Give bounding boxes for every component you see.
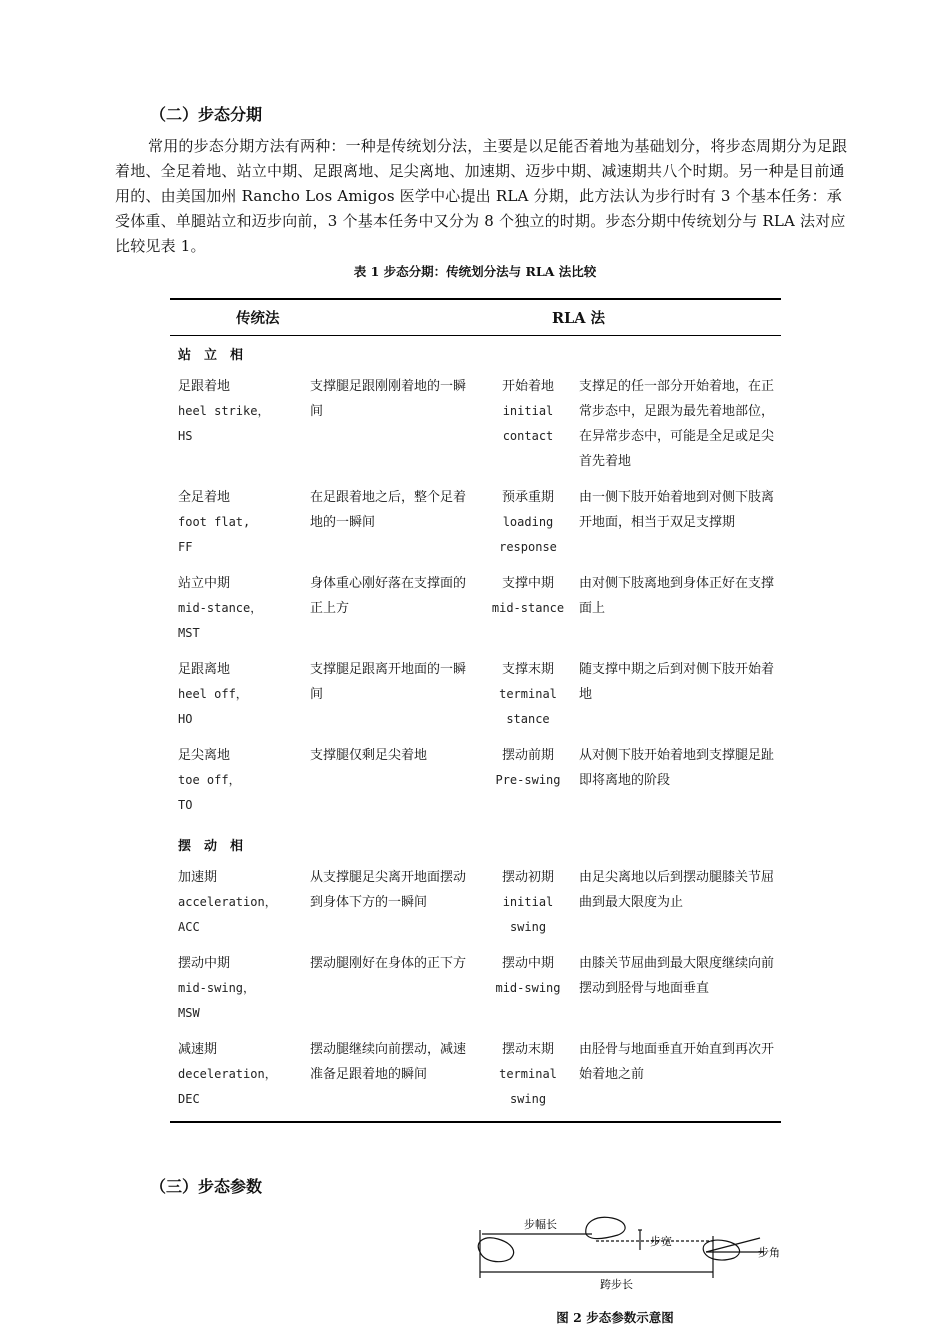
rla-description: 随支撑中期之后到对侧下肢开始着地 <box>579 662 775 702</box>
rla-phase-zh: 摆动中期 <box>501 956 554 971</box>
phase-abbr: ACC <box>178 920 200 934</box>
table-row <box>170 483 781 569</box>
table-section-label: 站 立 相 <box>178 348 244 363</box>
table-head-traditional: 传统法 <box>170 299 482 336</box>
rla-phase-en: mid-swing <box>495 981 561 995</box>
label-step-width: 步宽 <box>650 1235 672 1248</box>
phase-description: 支撑腿仅剩足尖着地 <box>310 748 428 763</box>
phase-name-en: heel off， <box>178 687 248 701</box>
table-row <box>170 741 781 827</box>
rla-phase-en-2: swing <box>509 1092 547 1106</box>
phase-description: 在足跟着地之后，整个足着地的一瞬间 <box>310 490 467 530</box>
phase-abbr: HS <box>178 429 193 443</box>
gait-parameter-figure <box>468 1208 788 1298</box>
phase-name-zh: 加速期 <box>178 870 218 885</box>
phase-name-en: deceleration， <box>178 1067 277 1081</box>
rla-description: 由胫骨与地面垂直开始直到再次开始着地之前 <box>579 1042 775 1082</box>
rla-phase-zh: 支撑末期 <box>501 662 554 677</box>
table-row <box>170 1035 781 1122</box>
rla-phase-zh: 开始着地 <box>501 379 554 394</box>
label-stride-length: 跨步长 <box>600 1278 633 1291</box>
rla-phase-en: mid-stance <box>491 601 565 615</box>
rla-phase-en: initial <box>502 404 554 418</box>
table-section-label: 摆 动 相 <box>178 839 244 854</box>
phase-name-en: mid-swing， <box>178 981 256 995</box>
rla-phase-en-2: response <box>499 540 557 554</box>
phase-description: 摆动腿刚好在身体的正下方 <box>310 956 467 971</box>
rla-description: 由足尖离地以后到摆动腿膝关节屈曲到最大限度为止 <box>579 870 775 910</box>
table-row <box>170 655 781 741</box>
phase-name-en: acceleration， <box>178 895 277 909</box>
rla-phase-en-2: contact <box>502 429 554 443</box>
rla-phase-en-2: swing <box>509 920 547 934</box>
phase-name-zh: 足跟离地 <box>178 662 231 677</box>
phase-name-zh: 减速期 <box>178 1042 218 1057</box>
rla-description: 由一侧下肢开始着地到对侧下肢离开地面，相当于双足支撑期 <box>579 490 775 530</box>
phase-name-en: foot flat, <box>178 515 251 529</box>
phase-abbr: HO <box>178 712 193 726</box>
rla-phase-zh: 支撑中期 <box>501 576 554 591</box>
phase-description: 摆动腿继续向前摆动，减速准备足跟着地的瞬间 <box>310 1042 467 1082</box>
gait-phase-table <box>170 298 781 1123</box>
phase-abbr: FF <box>178 540 193 554</box>
phase-abbr: MSW <box>178 1006 200 1020</box>
figure-caption: 图 2 步态参数示意图 <box>556 1310 674 1325</box>
phase-name-zh: 足跟着地 <box>178 379 231 394</box>
section-heading-gait-parameters: （三）步态参数 <box>150 1177 263 1196</box>
rla-phase-en: loading <box>502 515 554 529</box>
footprint-left <box>478 1238 513 1262</box>
table-row <box>170 949 781 1035</box>
phase-abbr: DEC <box>178 1092 200 1106</box>
label-foot-angle: 步角 <box>758 1246 780 1259</box>
rla-phase-en: terminal <box>499 1067 557 1081</box>
rla-description: 由膝关节屈曲到最大限度继续向前摆动到胫骨与地面垂直 <box>579 956 775 996</box>
body-paragraph: 常用的步态分期方法有两种：一种是传统划分法，主要是以足能否着地为基础划分，将步态周期分为足跟着地、全足着地、站立中期、足跟离地、足尖离地、加速期、迈步中期、减速期共八个时期。另一种是目前通用的、由美国加州 Rancho Los Amigos 医学中心提出 RLA 分期，此方法认为步行时有 3 个基本任务：承受体重、单腿站立和迈步向前，3 个基本任务中又分为 8 个独立的时期。步态分期中传统划分与 RLA 法对应比较见表 1。 <box>115 137 848 255</box>
rla-phase-en-2: stance <box>506 712 550 726</box>
phase-abbr: TO <box>178 798 193 812</box>
table-row <box>170 372 781 483</box>
rla-phase-zh: 摆动末期 <box>501 1042 554 1057</box>
rla-phase-en: initial <box>502 895 554 909</box>
label-step-length: 步幅长 <box>524 1218 557 1231</box>
table-caption: 表 1 步态分期：传统划分法与 RLA 法比较 <box>353 264 597 279</box>
footprint-middle <box>586 1217 625 1238</box>
phase-description: 身体重心刚好落在支撑面的正上方 <box>310 576 467 616</box>
phase-name-zh: 足尖离地 <box>178 748 231 763</box>
rla-description: 从对侧下肢开始着地到支撑腿足趾即将离地的阶段 <box>579 748 775 788</box>
rla-description: 支撑足的任一部分开始着地，在正常步态中，足跟为最先着地部位，在异常步态中，可能是全足或足尖首先着地 <box>579 379 775 469</box>
table-head-rla: RLA 法 <box>482 299 781 336</box>
rla-phase-en: terminal <box>499 687 557 701</box>
rla-phase-zh: 摆动前期 <box>501 748 554 763</box>
phase-name-zh: 站立中期 <box>178 576 231 591</box>
footprint-right <box>703 1240 739 1260</box>
rla-description: 由对侧下肢离地到身体正好在支撑面上 <box>579 576 775 616</box>
phase-description: 支撑腿足跟离开地面的一瞬间 <box>310 662 467 702</box>
phase-name-zh: 全足着地 <box>178 490 231 505</box>
rla-phase-zh: 预承重期 <box>501 490 554 505</box>
phase-description: 支撑腿足跟刚刚着地的一瞬间 <box>310 379 467 419</box>
phase-name-zh: 摆动中期 <box>178 956 231 971</box>
rla-phase-en: Pre-swing <box>495 773 561 787</box>
phase-name-en: mid-stance， <box>178 601 263 615</box>
phase-name-en: heel strike， <box>178 404 270 418</box>
rla-phase-zh: 摆动初期 <box>501 870 554 885</box>
table-row <box>170 569 781 655</box>
phase-description: 从支撑腿足尖离开地面摆动到身体下方的一瞬间 <box>310 870 467 910</box>
table-row <box>170 863 781 949</box>
phase-abbr: MST <box>178 626 200 640</box>
phase-name-en: toe off， <box>178 773 241 787</box>
section-heading-gait-phases: （二）步态分期 <box>150 105 263 124</box>
